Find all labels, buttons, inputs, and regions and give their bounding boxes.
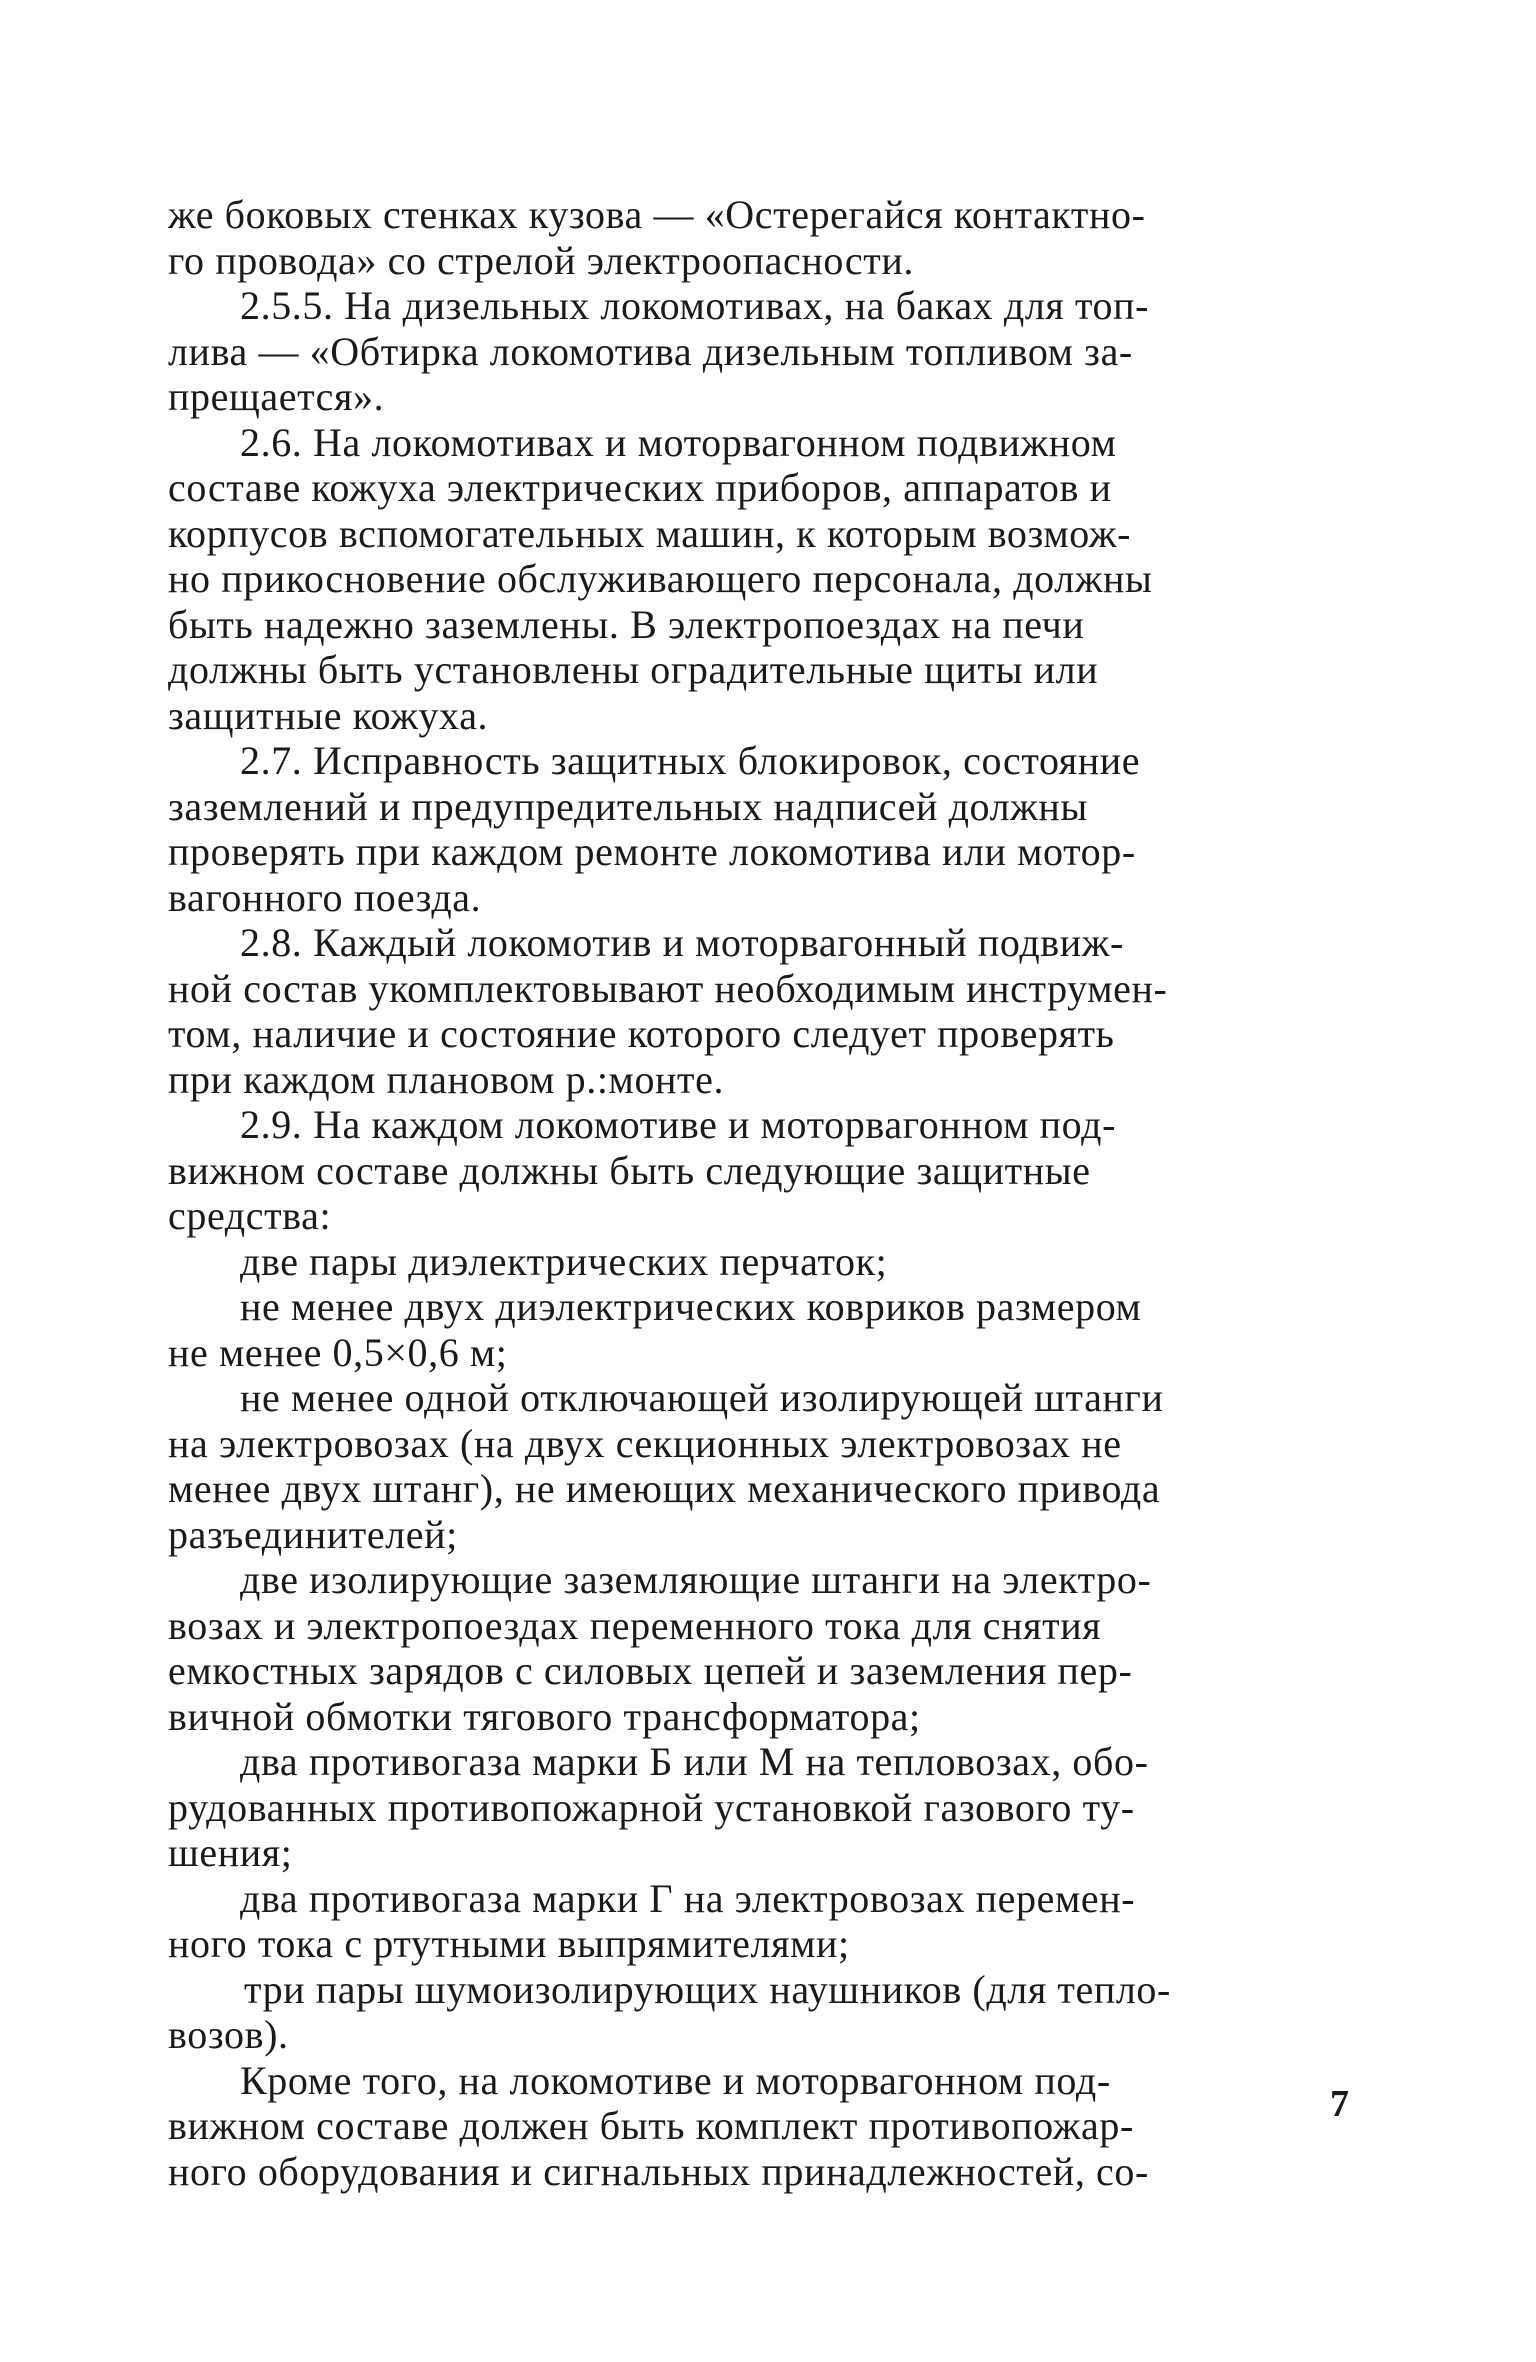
text-line: 2.6. На локомотивах и моторвагонном подвижном xyxy=(240,419,1117,465)
text-line: шения; xyxy=(168,1830,293,1875)
text-line: не менее одной отключающей изолирующей штанги xyxy=(240,1375,1164,1420)
text-line: на электровозах (на двух секционных электровозах не xyxy=(168,1420,1122,1466)
page-number: 7 xyxy=(1330,2083,1349,2125)
text-line: том, наличие и состояние которого следует проверять xyxy=(168,1011,1115,1056)
text-line: но прикосновение обслуживающего персонала, должны xyxy=(168,556,1153,601)
text-line: два противогаза марки Б или М на тепловозах, обо- xyxy=(240,1739,1149,1784)
text-line: вичной обмотки тягового трансформатора; xyxy=(168,1693,921,1739)
text-line: 2.8. Каждый локомотив и моторвагонный подвиж- xyxy=(240,920,1124,965)
text-line: должны быть установлены оградительные щиты или xyxy=(168,647,1099,692)
text-line: корпусов вспомогательных машин, к которым возмож- xyxy=(168,510,1132,556)
text-line: возах и электропоездах переменного тока для снятия xyxy=(168,1602,1102,1648)
text-line: возов). xyxy=(168,2012,289,2057)
text-line: же боковых стенках кузова — «Остерегайся контактно- xyxy=(168,192,1146,237)
text-line: 2.9. На каждом локомотиве и моторвагонном под- xyxy=(240,1102,1116,1147)
text-line: не менее 0,5×0,6 м; xyxy=(168,1329,508,1375)
text-line: два противогаза марки Г на электровозах перемен- xyxy=(240,1875,1136,1921)
text-line: Кроме того, на локомотиве и моторвагонном под- xyxy=(240,2057,1111,2103)
text-line: быть надежно заземлены. В электропоездах на печи xyxy=(168,601,1085,647)
text-line: средства: xyxy=(168,1193,332,1238)
text-line: ной состав укомплектовывают необходимым инструмен- xyxy=(168,965,1168,1011)
text-line: го провода» со стрелой электроопасности. xyxy=(168,237,914,283)
text-line: защитные кожуха. xyxy=(168,692,489,738)
text-line: не менее двух диэлектрических ковриков размером xyxy=(240,1284,1142,1329)
text-line: заземлений и предупредительных надписей должны xyxy=(168,783,1088,829)
text-line: две изолирующие заземляющие штанги на электро- xyxy=(240,1557,1152,1602)
text-line: проверять при каждом ремонте локомотива или мотор- xyxy=(168,829,1136,874)
text-line: при каждом плановом р.:монте. xyxy=(168,1056,725,1102)
text-line: вагонного поезда. xyxy=(168,874,482,920)
text-line: рудованных противопожарной установкой газового ту- xyxy=(168,1784,1135,1830)
text-line: ного тока с ртутными выпрямителями; xyxy=(168,1921,850,1966)
text-line: две пары диэлектрических перчаток; xyxy=(240,1238,888,1284)
text-line: 2.5.5. На дизельных локомотивах, на баках для топ- xyxy=(240,283,1150,328)
text-line: разъединителей; xyxy=(168,1511,458,1557)
text-line: менее двух штанг), не имеющих механического привода xyxy=(168,1466,1161,1511)
text-line: ного оборудования и сигнальных принадлежностей, со- xyxy=(168,2148,1149,2194)
text-line: лива — «Обтирка локомотива дизельным топливом за- xyxy=(168,328,1133,374)
text-line: составе кожуха электрических приборов, аппаратов и xyxy=(168,465,1112,510)
text-line: емкостных зарядов с силовых цепей и заземления пер- xyxy=(168,1648,1133,1693)
text-line: вижном составе должны быть следующие защитные xyxy=(168,1147,1091,1193)
text-line: три пары шумоизолирующих наушников (для тепло- xyxy=(244,1966,1171,2012)
text-line: прещается». xyxy=(168,374,385,419)
text-line: 2.7. Исправность защитных блокировок, состояние xyxy=(240,738,1141,783)
text-line: вижном составе должен быть комплект противопожар- xyxy=(168,2103,1134,2148)
page-text xyxy=(168,192,1348,2194)
